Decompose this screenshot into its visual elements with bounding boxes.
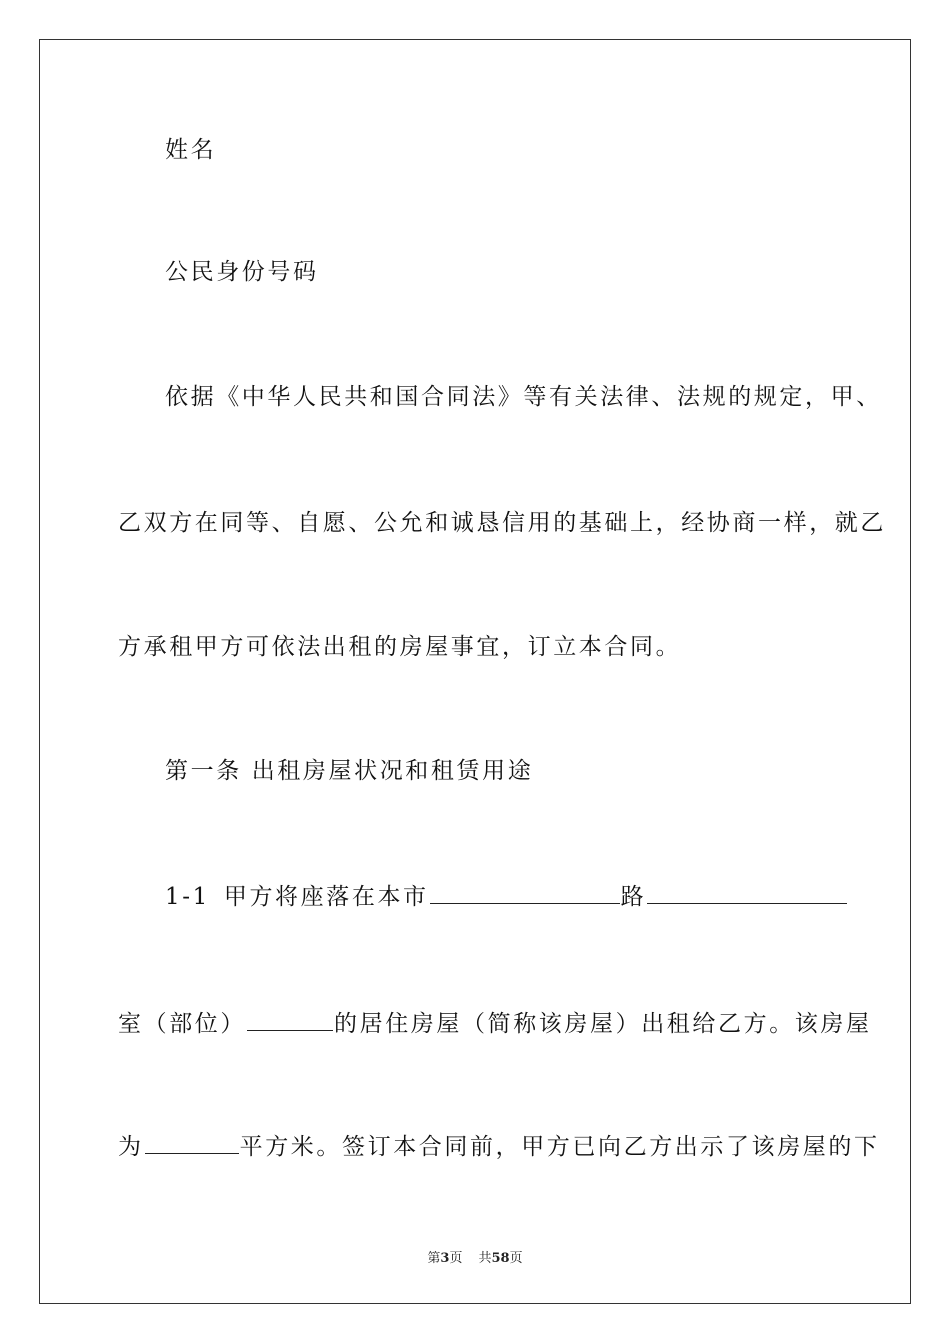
road-number-blank [647,883,847,904]
footer-total-prefix: 共 [478,1251,492,1266]
room-blank [247,1010,333,1031]
footer-page-suffix: 页 [449,1251,463,1266]
paragraph-line-1: 依据《中华人民共和国合同法》等有关法律、法规的规定，甲、 [165,384,882,410]
area-line [118,1132,880,1162]
paragraph-line-3: 方承租甲方可依法出租的房屋事宜，订立本合同。 [118,634,682,660]
clause-number: 1-1 [165,884,210,910]
name-field-label: 姓名 [165,137,217,163]
clause-1-1-line [165,882,834,912]
room-line [118,1009,872,1039]
road-label: 路 [620,884,647,910]
area-text: 平方米。签订本合同前，甲方已向乙方出示了该房屋的下 [239,1134,880,1160]
room-label: 室（部位） [118,1011,246,1037]
area-label: 为 [118,1134,144,1160]
page-footer [0,1247,950,1266]
footer-prefix: 第 [427,1251,441,1266]
id-number-field-label: 公民身份号码 [165,259,319,285]
article-1-heading: 第一条 出租房屋状况和租赁用途 [165,758,534,784]
room-text: 的居住房屋（简称该房屋）出租给乙方。该房屋 [334,1011,872,1037]
clause-text: 甲方将座落在本市 [223,884,429,910]
footer-total-suffix: 页 [509,1251,523,1266]
total-page-count: 58 [491,1251,510,1266]
paragraph-line-2: 乙双方在同等、自愿、公允和诚恳信用的基础上，经协商一样，就乙 [118,510,886,536]
city-blank [430,883,620,904]
area-blank [145,1133,239,1154]
current-page-number: 3 [440,1251,450,1266]
page-frame [39,39,911,1304]
